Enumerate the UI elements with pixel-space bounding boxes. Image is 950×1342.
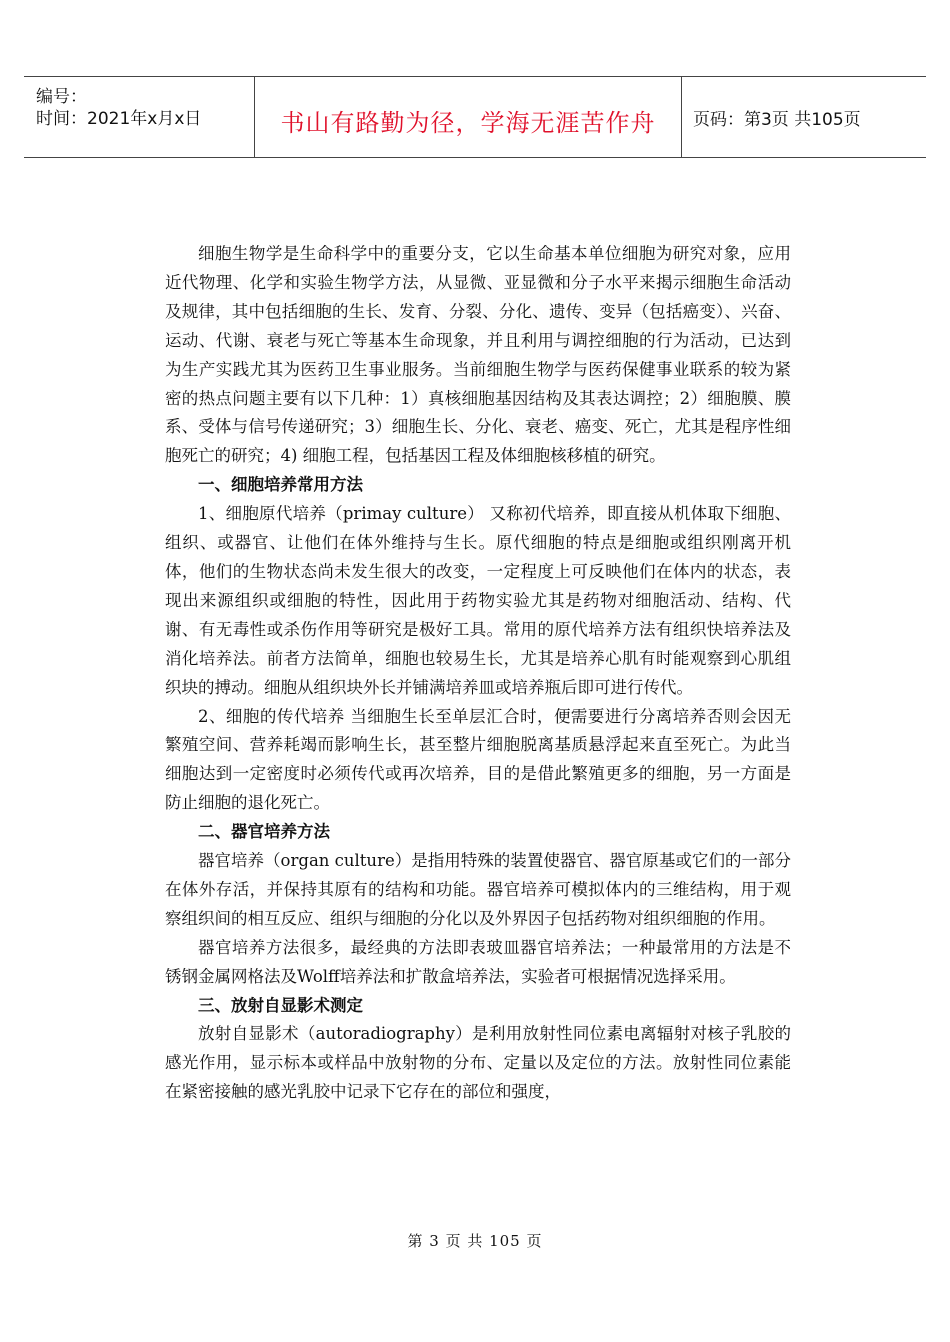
page-header <box>24 76 926 158</box>
intro-paragraph: 细胞生物学是生命科学中的重要分支，它以生命基本单位细胞为研究对象，应用近代物理、化学和实验生物学方法，从显微、亚显微和分子水平来揭示细胞生命活动及规律，其中包括细胞的生长、发育、分裂、分化、遗传、变异（包括癌变）、兴奋、运动、代谢、衰老与死亡等基本生命现象，并且利用与调控细胞的行为活动，已达到为生产实践尤其为医药卫生事业服务。当前细胞生物学与医药保健事业联系的较为紧密的热点问题主要有以下几种：1）真核细胞基因结构及其表达调控；2）细胞膜、膜系、受体与信号传递研究；3）细胞生长、分化、衰老、癌变、死亡，尤其是程序性细胞死亡的研究；4) 细胞工程，包括基因工程及体细胞核移植的研究。 <box>165 244 791 466</box>
page-footer: 第 3 页 共 105 页 <box>407 1232 543 1250</box>
primary-culture-paragraph: 1、细胞原代培养（primay culture） 又称初代培养，即直接从机体取下细胞、组织、或器官、让他们在体外维持与生长。原代细胞的特点是细胞或组织刚离开机体，他们的生物状态尚未发生很大的改变，一定程度上可反映他们在体内的状态，表现出来源组织或细胞的特性，因此用于药物实验尤其是药物对细胞活动、结构、代谢、有无毒性或杀伤作用等研究是极好工具。常用的原代培养方法有组织快培养法及消化培养法。前者方法简单，细胞也较易生长，尤其是培养心肌有时能观察到心肌组织块的搏动。细胞从组织块外长并铺满培养皿或培养瓶后即可进行传代。 <box>165 504 791 697</box>
document-body <box>165 240 791 1107</box>
autoradiography-paragraph: 放射自显影术（autoradiography）是利用放射性同位素电离辐射对核子乳胶的感光作用，显示标本或样品中放射物的分布、定量以及定位的方法。放射性同位素能在紧密接触的感光乳胶中记录下它存在的部位和强度， <box>165 1024 791 1102</box>
section-heading-autoradiography: 三、放射自显影术测定 <box>198 995 363 1015</box>
time-label: 时间：2021年x月x日 <box>36 109 202 129</box>
organ-culture-paragraph: 器官培养（organ culture）是指用特殊的装置使器官、器官原基或它们的一部分在体外存活，并保持其原有的结构和功能。器官培养可模拟体内的三维结构，用于观察组织间的相互反应、组织与细胞的分化以及外界因子包括药物对组织细胞的作用。 <box>165 851 791 928</box>
section-heading-organ-culture: 二、器官培养方法 <box>198 822 330 842</box>
header-motto-cell <box>254 77 682 157</box>
page-info: 页码：第3页 共105页 <box>693 110 861 130</box>
subculture-paragraph: 2、细胞的传代培养 当细胞生长至单层汇合时，便需要进行分离培养否则会因无繁殖空间、营养耗竭而影响生长，甚至整片细胞脱离基质悬浮起来直至死亡。为此当细胞达到一定密度时必须传代或再次培养，目的是借此繁殖更多的细胞，另一方面是防止细胞的退化死亡。 <box>165 706 791 813</box>
organ-culture-methods-paragraph: 器官培养方法很多，最经典的方法即表玻皿器官培养法；一种最常用的方法是不锈钢金属网格法及Wolff培养法和扩散盒培养法，实验者可根据情况选择采用。 <box>165 937 791 986</box>
motto: 书山有路勤为径，学海无涯苦作舟 <box>280 109 656 137</box>
number-label: 编号： <box>36 87 87 107</box>
section-heading-cell-culture: 一、细胞培养常用方法 <box>198 475 363 495</box>
header-left-cell <box>24 77 254 157</box>
header-right-cell <box>681 77 926 157</box>
